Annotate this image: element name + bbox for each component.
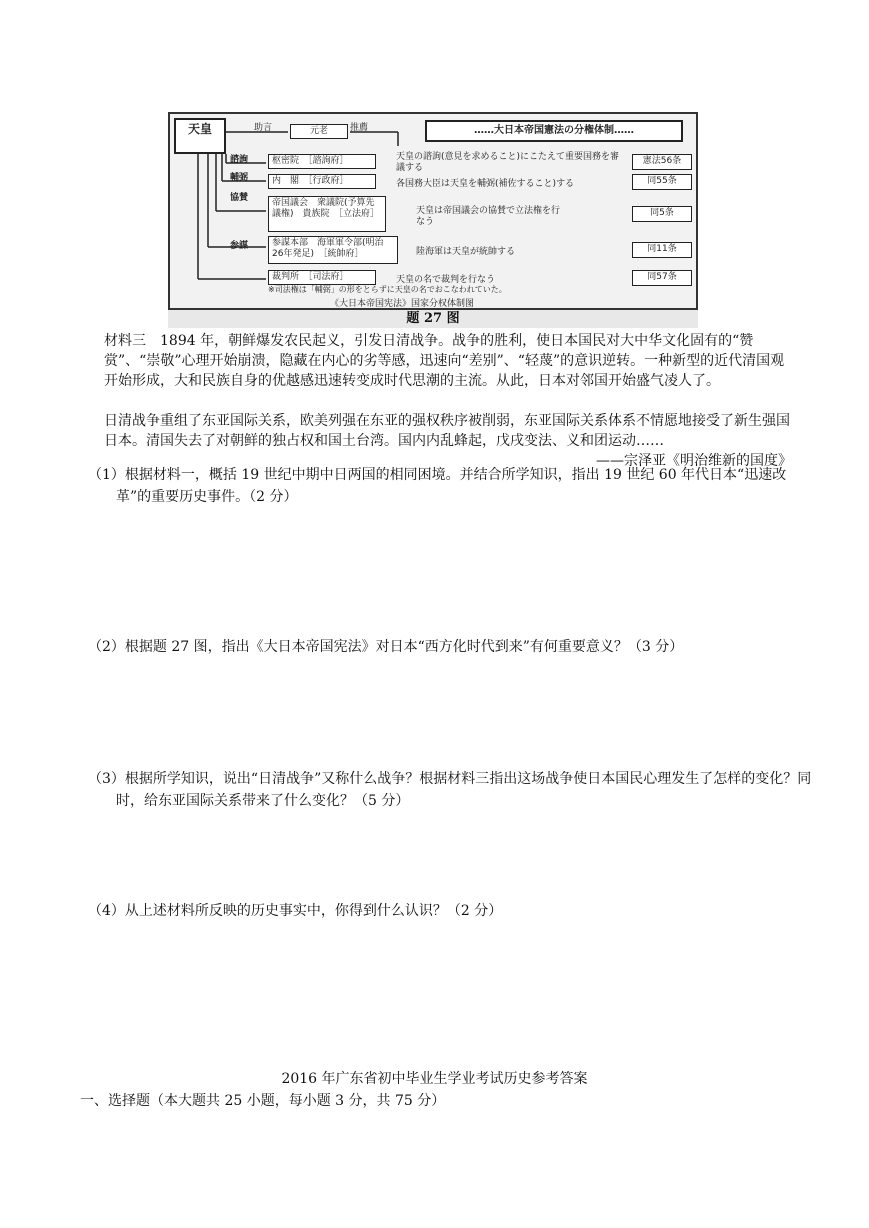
row-desc-2: 各国務大臣は天皇を輔弼(補佐すること)する [396,179,575,189]
row-desc-5: 天皇の名で裁判を行なう [396,275,496,285]
question-1: （1）根据材料一，概括 19 世纪中期中日两国的相同困境。并结合所学知识，指出 19 世纪 60 年代日本“迅速改革”的重要历史事件。（2 分） [88,467,787,505]
row-article-5: 同57条 [632,270,692,286]
row-org-1: 枢密院 ［諮詢府］ [268,154,376,169]
row-desc-1: 天皇の諮詢(意見を求めること)にこたえて重要国務を審議する [396,152,620,173]
material3-source: ——宗泽亚《明治维新的国度》 [596,453,792,469]
question-3: （3）根据所学知识，说出“日清战争”又称什么战争？根据材料三指出这场战争使日本国民心理发生了怎样的变化？同时，给东亚国际关系带来了什么变化？（5 分） [88,771,812,809]
row-desc-3: 天皇は帝国議会の協賛で立法権を行なう [416,206,561,227]
answers-title: 2016 年广东省初中毕业生学业考试历史参考答案 [281,1071,588,1087]
question-4: （4）从上述材料所反映的历史事实中，你得到什么认识？（2 分） [88,903,503,919]
row-role-2: 輔弼 [230,173,249,183]
row-role-3: 協賛 [230,193,249,203]
row-role-4: 参謀 [230,241,249,251]
question-2: （2）根据题 27 图，指出《大日本帝国宪法》对日本“西方化时代到来”有何重要意义？（3 分） [88,639,684,655]
genro-box: 元老 [290,124,348,139]
constitution-diagram [168,112,698,310]
row-org-3: 帝国議会 衆議院(予算先議権) 貴族院 ［立法府］ [268,196,386,232]
section-one-heading: 一、选择题（本大题共 25 小题，每小题 3 分，共 75 分） [80,1093,446,1109]
recommend-label: 推薦 [350,123,369,133]
diagram-bottom-caption: 《大日本帝国宪法》国家分权体制图 [330,299,475,309]
row-org-5: 裁判所 ［司法府］ [268,270,376,285]
diagram-footnote: ※司法権は「輔弼」の形をとらずに天皇の名でおこなわれていた。 [268,285,507,294]
row-article-2: 同55条 [632,174,692,190]
figure-caption: 题 27 图 [168,310,698,328]
diagram-banner: ……大日本帝国憲法の分権体制…… [425,120,683,142]
row-org-4: 参謀本部 海軍軍令部(明治26年発足) ［統帥府］ [268,236,398,264]
row-article-4: 同11条 [632,242,692,258]
row-role-1: 諮詢 [230,155,249,165]
emperor-label: 天皇 [187,122,212,136]
advise-label: 助言 [254,123,273,133]
emperor-box [174,118,226,154]
material3-paragraph-2: 日清战争重组了东亚国际关系，欧美列强在东亚的强权秩序被削弱，东亚国际关系体系不情愿地接受了新生强国日本。清国失去了对朝鲜的独占权和国土台湾。国内内乱蜂起，戊戌变法、义和团运动…… [104,413,790,449]
material3-paragraph-1: 材料三 1894 年，朝鲜爆发农民起义，引发日清战争。战争的胜利，使日本国民对大中华文化固有的“赞赏”、“崇敬”心理开始崩溃，隐藏在内心的劣等感，迅速向“差别”、“轻蔑”的意识逆转。一种新型的近代清国观开始形成，大和民族自身的优越感迅速转变成时代思潮的主流。从此，日本对邻国开始盛气凌人了。 [104,333,785,389]
row-article-1: 憲法56条 [632,154,692,170]
row-org-2: 内 閣 ［行政府］ [268,174,376,189]
row-article-3: 同5条 [632,206,692,222]
row-desc-4: 陸海軍は天皇が統帥する [416,247,516,257]
